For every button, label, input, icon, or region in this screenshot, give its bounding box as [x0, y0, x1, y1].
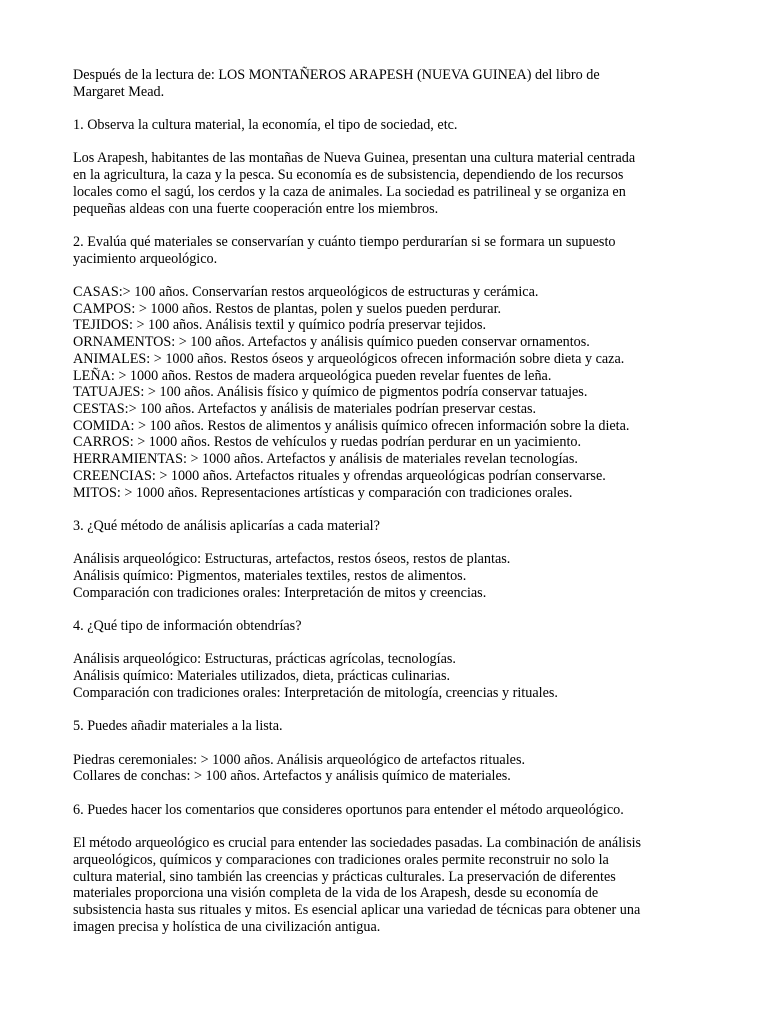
text-line: 3. ¿Qué método de análisis aplicarías a cada material?	[73, 517, 380, 534]
list-item: CREENCIAS: > 1000 años. Artefactos rituales y ofrendas arqueológicas podrían conservarse.	[73, 467, 606, 484]
question-2	[73, 234, 713, 267]
list-item: CARROS: > 1000 años. Restos de vehículos y ruedas podrían perdurar en un yacimiento.	[73, 434, 582, 451]
list-item: Análisis químico: Pigmentos, materiales textiles, restos de alimentos.	[73, 568, 467, 584]
text-line: pequeñas aldeas con una fuerte cooperación entre los miembros.	[73, 200, 439, 217]
list-item: Análisis arqueológico: Estructuras, artefactos, restos óseos, restos de plantas.	[73, 551, 511, 568]
list-item: ORNAMENTOS: > 100 años. Artefactos y análisis químico pueden conservar ornamentos.	[73, 334, 590, 351]
question-1	[73, 117, 713, 134]
text-line: imagen precisa y holística de una civilización antigua.	[73, 918, 381, 935]
list-item: MITOS: > 1000 años. Representaciones artísticas y comparación con tradiciones orales.	[73, 484, 573, 501]
text-line: Margaret Mead.	[73, 83, 165, 100]
intro-paragraph	[73, 67, 713, 100]
text-line: 1. Observa la cultura material, la economía, el tipo de sociedad, etc.	[73, 117, 458, 134]
list-item: Análisis arqueológico: Estructuras, prácticas agrícolas, tecnologías.	[73, 651, 456, 668]
question-3	[73, 518, 713, 535]
answer-3	[73, 551, 713, 601]
question-4	[73, 618, 713, 635]
text-line: Después de la lectura de: LOS MONTAÑEROS ARAPESH (NUEVA GUINEA) del libro de	[73, 67, 600, 83]
list-item: COMIDA: > 100 años. Restos de alimentos y análisis químico ofrecen información sobre la dieta.	[73, 417, 630, 434]
list-item: TATUAJES: > 100 años. Análisis físico y químico de pigmentos podría conservar tatuajes.	[73, 384, 588, 401]
text-line: 6. Puedes hacer los comentarios que consideres oportunos para entender el método arqueológico.	[73, 801, 624, 818]
question-6	[73, 802, 713, 819]
list-item: Análisis químico: Materiales utilizados, dieta, prácticas culinarias.	[73, 668, 451, 685]
answer-6	[73, 835, 713, 935]
text-line: cultura material, sino también las creencias y prácticas culturales. La preservación de diferentes	[73, 868, 616, 885]
list-item: TEJIDOS: > 100 años. Análisis textil y químico podría preservar tejidos.	[73, 317, 487, 334]
document-page	[73, 67, 713, 952]
text-line: locales como el sagú, los cerdos y la caza de animales. La sociedad es patrilineal y se organiza en	[73, 183, 626, 200]
text-line: 5. Puedes añadir materiales a la lista.	[73, 718, 283, 735]
question-5	[73, 718, 713, 735]
answer-4	[73, 651, 713, 701]
text-line: El método arqueológico es crucial para entender las sociedades pasadas. La combinación de análisis	[73, 835, 642, 852]
text-line: materiales proporciona una visión completa de la vida de los Arapesh, desde su economía de	[73, 885, 599, 902]
text-line: Los Arapesh, habitantes de las montañas de Nueva Guinea, presentan una cultura material centrada	[73, 150, 636, 167]
list-item: Comparación con tradiciones orales: Interpretación de mitos y creencias.	[73, 584, 487, 601]
list-item: Comparación con tradiciones orales: Interpretación de mitología, creencias y rituales.	[73, 684, 558, 701]
list-item: Collares de conchas: > 100 años. Artefactos y análisis químico de materiales.	[73, 768, 511, 785]
answer-5	[73, 752, 713, 785]
list-item: CAMPOS: > 1000 años. Restos de plantas, polen y suelos pueden perdurar.	[73, 300, 502, 317]
list-item: LEÑA: > 1000 años. Restos de madera arqueológica pueden revelar fuentes de leña.	[73, 367, 552, 384]
text-line: arqueológicos, químicos y comparaciones con tradiciones orales permite reconstruir no solo la	[73, 851, 609, 868]
list-item: CESTAS:> 100 años. Artefactos y análisis de materiales podrían preservar cestas.	[73, 401, 537, 417]
text-line: subsistencia hasta sus rituales y mitos. Es esencial aplicar una variedad de técnicas para obtener una	[73, 901, 641, 918]
text-line: en la agricultura, la caza y la pesca. Su economía es de subsistencia, dependiendo de los recursos	[73, 167, 624, 184]
list-item: HERRAMIENTAS: > 1000 años. Artefactos y análisis de materiales revelan tecnologías.	[73, 451, 578, 468]
text-line: 4. ¿Qué tipo de información obtendrías?	[73, 618, 302, 635]
list-item: Piedras ceremoniales: > 1000 años. Análisis arqueológico de artefactos rituales.	[73, 751, 526, 768]
list-item: CASAS:> 100 años. Conservarían restos arqueológicos de estructuras y cerámica.	[73, 284, 539, 301]
text-line: 2. Evalúa qué materiales se conservarían y cuánto tiempo perdurarían si se formara un supuesto	[73, 233, 616, 250]
list-item: ANIMALES: > 1000 años. Restos óseos y arqueológicos ofrecen información sobre dieta y caza.	[73, 350, 625, 367]
materials-list	[73, 284, 713, 501]
answer-1	[73, 150, 713, 217]
text-line: yacimiento arqueológico.	[73, 250, 218, 267]
